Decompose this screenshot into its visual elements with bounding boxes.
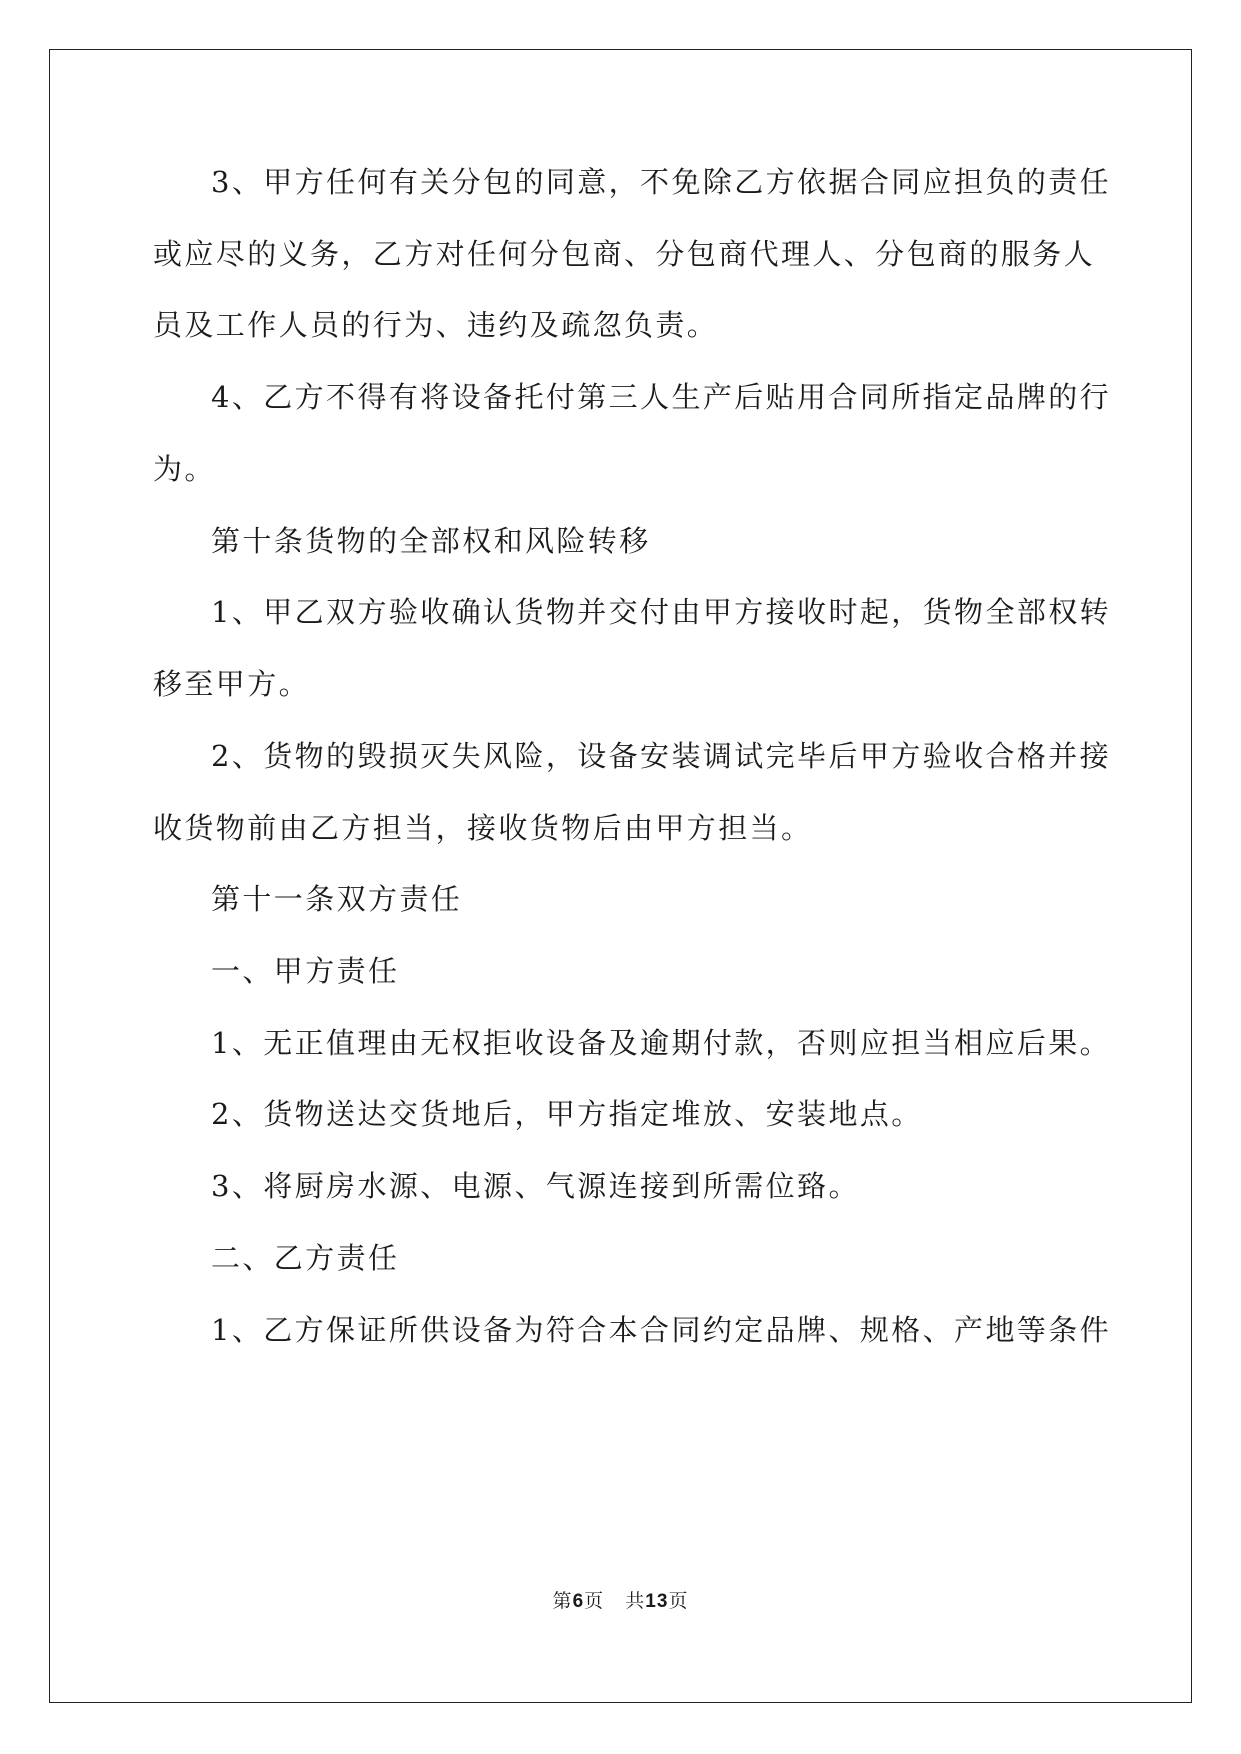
section-heading: 第十条货物的全部权和风险转移 (211, 524, 651, 558)
page-footer (0, 1589, 1241, 1614)
paragraph-line: 1、甲乙双方验收确认货物并交付由甲方接收时起，货物全部权转 (211, 595, 1112, 629)
paragraph-line: 2、货物的毁损灭失风险，设备安装调试完毕后甲方验收合格并接 (211, 739, 1112, 773)
page-suffix: 页 (584, 1590, 605, 1612)
paragraph-line: 4、乙方不得有将设备托付第三人生产后贴用合同所指定品牌的行 (211, 380, 1112, 414)
paragraph-line: 移至甲方。 (153, 667, 311, 701)
paragraph-line: 2、货物送达交货地后，甲方指定堆放、安装地点。 (211, 1097, 923, 1131)
paragraph-line: 收货物前由乙方担当，接收货物后由甲方担当。 (153, 811, 813, 845)
subsection-heading: 二、乙方责任 (211, 1241, 400, 1275)
paragraph-line: 或应尽的义务，乙方对任何分包商、分包商代理人、分包商的服务人 (153, 237, 1096, 271)
paragraph-line: 3、将厨房水源、电源、气源连接到所需位臵。 (211, 1169, 860, 1203)
page-number: 6 (572, 1591, 585, 1612)
section-heading: 第十一条双方责任 (211, 882, 463, 916)
paragraph-line: 为。 (153, 452, 216, 486)
total-pages: 13 (645, 1591, 669, 1612)
page-prefix: 第 (552, 1590, 573, 1612)
subsection-heading: 一、甲方责任 (211, 954, 400, 988)
paragraph-line: 3、甲方任何有关分包的同意，不免除乙方依据合同应担负的责任 (211, 165, 1112, 199)
page-border (49, 49, 1192, 1703)
total-prefix: 共 (625, 1590, 646, 1612)
paragraph-line: 1、无正值理由无权拒收设备及逾期付款，否则应担当相应后果。 (211, 1026, 1112, 1060)
paragraph-line: 1、乙方保证所供设备为符合本合同约定品牌、规格、产地等条件 (211, 1313, 1112, 1347)
paragraph-line: 员及工作人员的行为、违约及疏忽负责。 (153, 308, 719, 342)
total-suffix: 页 (668, 1590, 689, 1612)
